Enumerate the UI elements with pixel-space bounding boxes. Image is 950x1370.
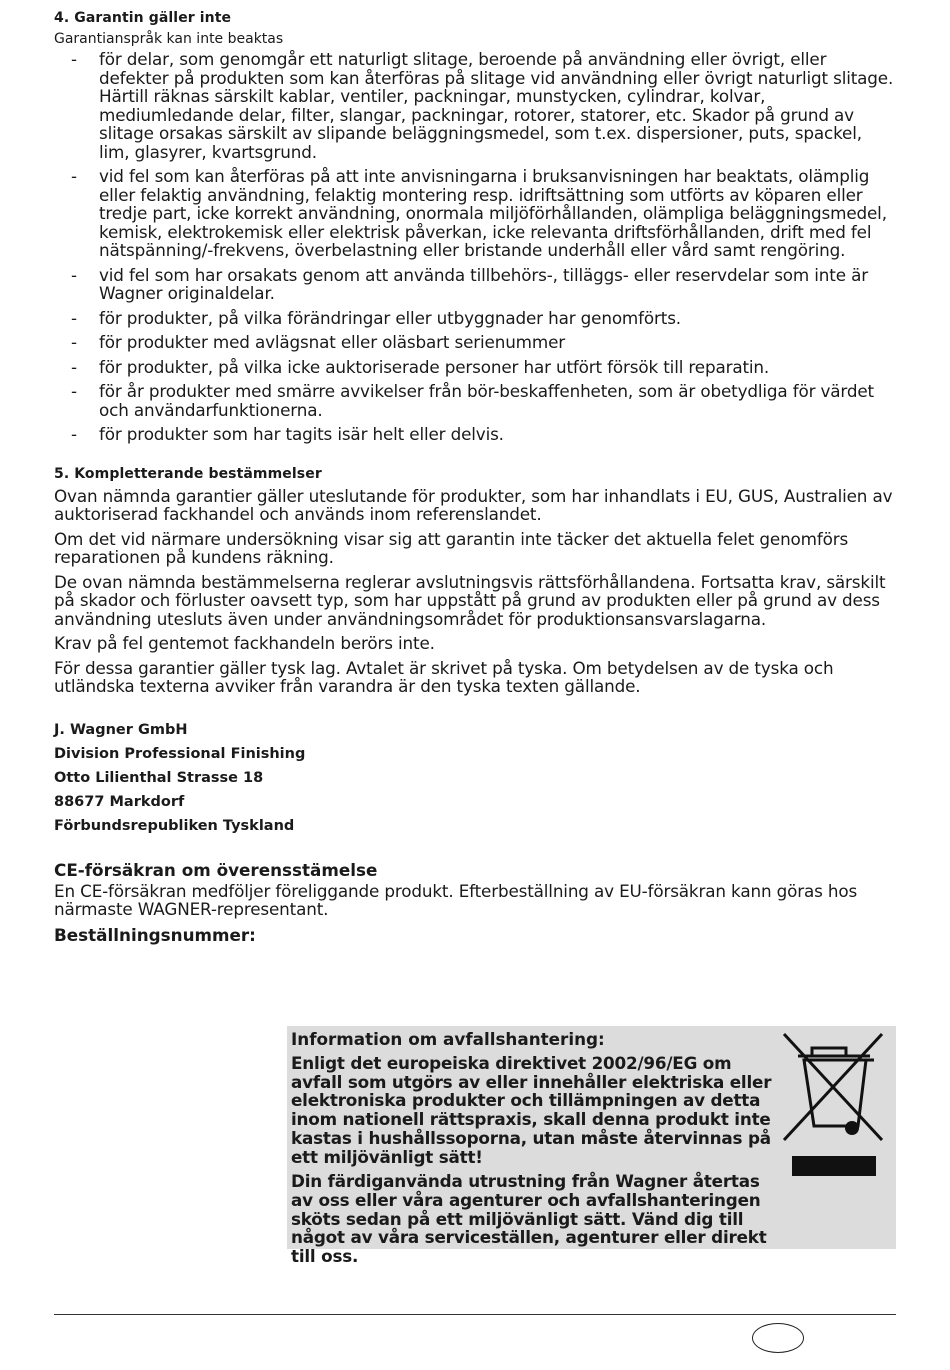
paragraph: Ovan nämnda garantier gäller uteslutande för produkter, som har inhandlats i EU, GUS, Australien av auktoriserad fackhandel och används inom referenslandet.	[54, 485, 893, 524]
document-page	[54, 10, 896, 945]
list-item: - för produkter som har tagits isär helt eller delvis.	[71, 424, 504, 444]
paragraph: För dessa garantier gäller tysk lag. Avtalet är skrivet på tyska. Om betydelsen av de tyska och utländska texterna avviker från varandra är den tyska texten gällande.	[54, 657, 834, 696]
company-address	[54, 718, 896, 838]
list-item: - vid fel som har orsakats genom att använda tillbehörs-, tilläggs- eller reservdelar som inte är Wagner originaldelar.	[71, 264, 868, 303]
list-item: - för produkter, på vilka icke auktoriserade personer har utfört försök till reparatin.	[71, 356, 770, 377]
footer-divider	[54, 1314, 896, 1315]
list-item: - för produkter med avlägsnat eller oläsbart serienummer	[71, 332, 566, 352]
address-country: Förbundsrepubliken Tyskland	[54, 817, 295, 834]
paragraph: De ovan nämnda bestämmelserna reglerar avslutningsvis rättsförhållandena. Fortsatta krav, särskilt på skador och förluster oavsett typ, som har uppstått på grund av produkten eller på grund av dess användning utesluts även under användningsområdet för produktionsansvarslagarna.	[54, 571, 886, 629]
section-4-intro: Garantianspråk kan inte beaktas	[54, 31, 284, 47]
paragraph: Krav på fel gentemot fackhandeln berörs inte.	[54, 633, 435, 653]
section-4-heading: 4. Garantin gäller inte	[54, 10, 232, 26]
waste-paragraph: Enligt det europeiska direktivet 2002/96/EG om avfall som utgörs av eller innehåller elektriska eller elektroniska produkter och tillämpningen av detta inom nationell rättspraxis, skall denna produkt inte kastas i hushållssoporna, utan måste återvinnas på ett miljövänligt sätt!	[291, 1053, 772, 1167]
exclusions-list	[54, 50, 896, 444]
ce-declaration	[54, 860, 896, 945]
crossed-out-wheelie-bin-icon	[782, 1030, 886, 1178]
section-5	[54, 466, 896, 696]
page-number-oval	[752, 1323, 804, 1353]
section-5-heading: 5. Kompletterande bestämmelser	[54, 465, 322, 482]
waste-disposal-box	[287, 1026, 896, 1267]
list-item: - för delar, som genomgår ett naturligt slitage, beroende på användning eller övrigt, eller defekter på produkten som kan återföras på slitage vid användning eller övrigt naturligt slitage. Härtill räknas särskilt kablar, ventiler, packningar, munstycken, cylindrar, kolvar, mediumledande delar, filter, slangar, packningar, rotorer, statorer, etc. Skador på grund av slitage orsakas särskilt av slipande beläggningsmedel, som t.ex. dispersioner, puts, spackel, lim, glasyrer, kvartsgrund.	[71, 49, 894, 162]
address-city: 88677 Markdorf	[54, 793, 185, 810]
waste-paragraph: Din färdiganvända utrustning från Wagner återtas av oss eller våra agenturer och avfallshanteringen sköts sedan på ett miljövänligt sätt. Vänd dig till något av våra serviceställen, agenturer eller direkt till oss.	[291, 1171, 767, 1267]
list-item: - vid fel som kan återföras på att inte anvisningarna i bruksanvisningen har beaktats, olämplig eller felaktig användning, felaktig montering resp. idriftsättning som utförts av köparen eller tredje part, icke korrekt användning, onormala miljöförhållanden, olämpliga beläggningsmedel, kemisk, elektrokemisk eller elektrisk påverkan, icke relevanta driftsförhållanden, drift med fel nätspänning/-frekvens, överbelastning eller bristande underhåll eller vård samt rengöring.	[71, 166, 887, 260]
list-item: - för år produkter med smärre avvikelser från bör-beskaffenheten, som är obetydliga för värdet och användarfunktionerna.	[71, 381, 874, 420]
list-item: - för produkter, på vilka förändringar eller utbyggnader har genomförts.	[71, 307, 681, 328]
paragraph: Om det vid närmare undersökning visar sig att garantin inte täcker det aktuella felet genomförs reparationen på kundens räkning.	[54, 528, 849, 567]
waste-title: Information om avfallshantering:	[291, 1029, 605, 1049]
address-street: Otto Lilienthal Strasse 18	[54, 769, 264, 786]
ce-heading: CE-försäkran om överensstämelse	[54, 859, 378, 880]
order-number-label: Beställningsnummer:	[54, 924, 256, 945]
ce-text: En CE-försäkran medföljer föreliggande produkt. Efterbeställning av EU-försäkran kann göras hos närmaste WAGNER-representant.	[54, 880, 858, 919]
company-division: Division Professional Finishing	[54, 745, 306, 762]
company-name: J. Wagner GmbH	[54, 721, 188, 738]
